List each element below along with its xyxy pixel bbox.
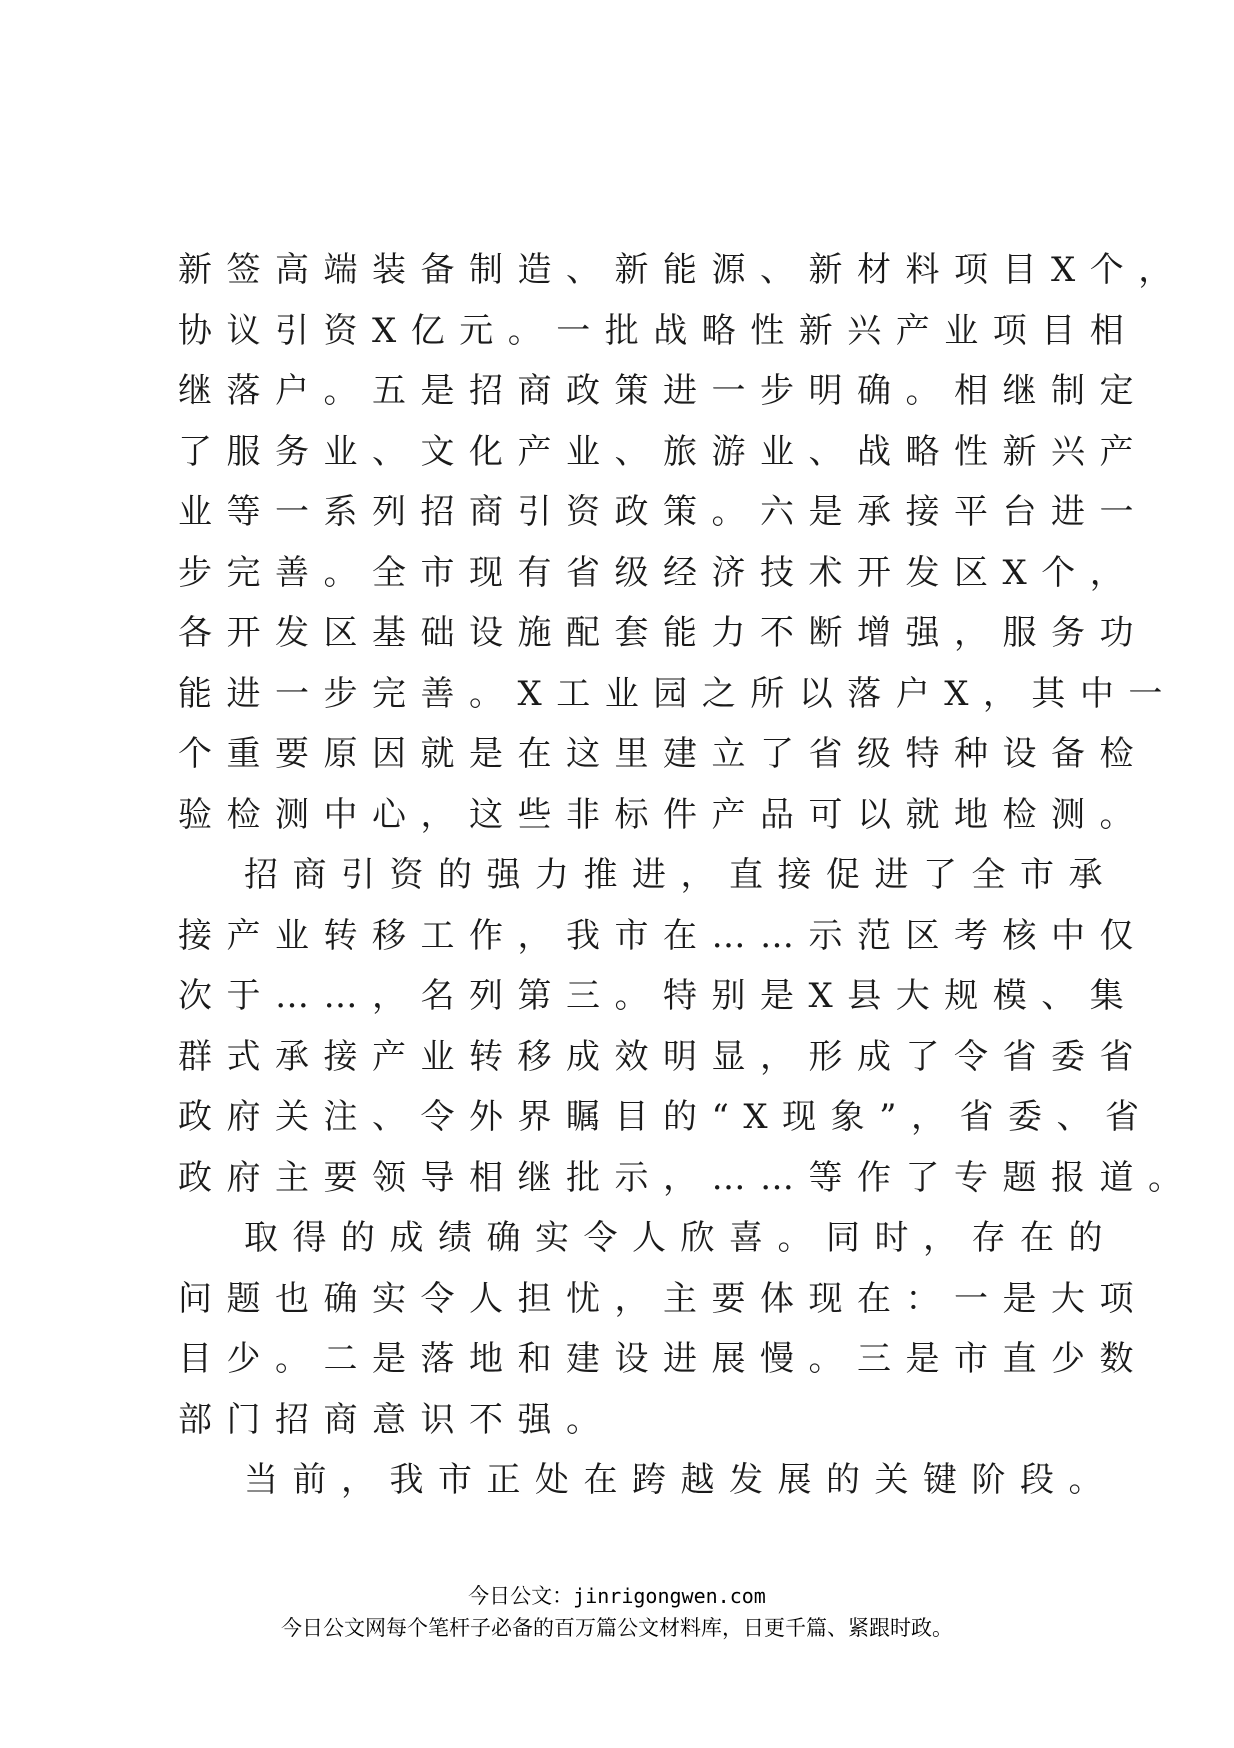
text-line: 政府关注、令外界瞩目的“X现象”，省委、省 [178, 1097, 1154, 1137]
text-line: 各开发区基础设施配套能力不断增强，服务功 [178, 613, 1148, 653]
text-line: 继落户。五是招商政策进一步明确。相继制定 [178, 371, 1148, 411]
text-line: 接产业转移工作，我市在……示范区考核中仅 [178, 915, 1148, 956]
text-line: 群式承接产业转移成效明显，形成了令省委省 [178, 1036, 1148, 1077]
body-text [178, 240, 1197, 1511]
text-line: 次于……，名列第三。特别是X县大规模、集 [178, 976, 1139, 1016]
text-line: 部门招商意识不强。 [178, 1399, 615, 1440]
text-line-paragraph-start: 招商引资的强力推进，直接促进了全市承 [244, 855, 1117, 895]
footer-url-link[interactable]: jinrigongwen.com [573, 1584, 766, 1608]
text-line: 步完善。全市现有省级经济技术开发区X个， [178, 552, 1139, 593]
footer-source [0, 1580, 1234, 1612]
text-line: 新签高端装备制造、新能源、新材料项目X个， [178, 250, 1187, 290]
footer-tagline: 今日公文网每个笔杆子必备的百万篇公文材料库，日更千篇、紧跟时政。 [281, 1616, 953, 1640]
text-line: 问题也确实令人担忧，主要体现在：一是大项 [178, 1278, 1148, 1319]
text-line-paragraph-start: 当前，我市正处在跨越发展的关键阶段。 [244, 1460, 1117, 1500]
text-line: 目少。二是落地和建设进展慢。三是市直少数 [178, 1339, 1148, 1379]
text-line: 能进一步完善。X工业园之所以落户X，其中一 [178, 673, 1177, 714]
text-line: 验检测中心，这些非标件产品可以就地检测。 [178, 794, 1148, 835]
text-line: 政府主要领导相继批示，……等作了专题报道。 [178, 1157, 1197, 1198]
text-line: 了服务业、文化产业、旅游业、战略性新兴产 [178, 431, 1148, 472]
text-line: 个重要原因就是在这里建立了省级特种设备检 [178, 734, 1148, 774]
footer [0, 1580, 1234, 1644]
footer-label: 今日公文： [468, 1584, 574, 1608]
text-line-paragraph-start: 取得的成绩确实令人欣喜。同时，存在的 [244, 1218, 1117, 1258]
text-line: 业等一系列招商引资政策。六是承接平台进一 [178, 492, 1148, 532]
text-line: 协议引资X亿元。一批战略性新兴产业项目相 [178, 310, 1139, 351]
